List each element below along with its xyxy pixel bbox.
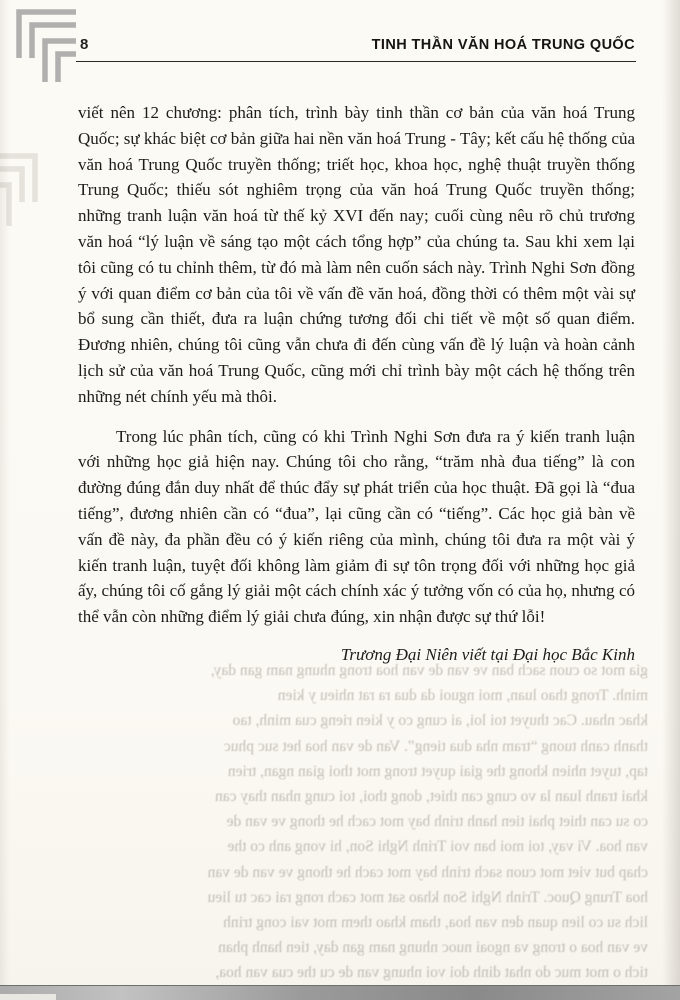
- fret-ornament-icon: [10, 6, 80, 89]
- paragraph: Trong lúc phân tích, cũng có khi Trình Nghi Sơn đưa ra ý kiến tranh luận với những học giả hiện nay. Chúng tôi cho rằng, “trăm nhà đua tiếng” là con đường đúng đắn duy nhất để thúc đẩy sự phát triển của học thuật. Đã gọi là “đua tiếng”, đương nhiên cần có “đua”, lại cũng cần có “tiếng”. Các học giả bàn về vấn đề này, đa phần đều có ý kiến riêng của mình, chúng tôi đưa ra một vài ý kiến tranh luận, tuyệt đối không làm giảm đi sự tôn trọng đối với những học giả ấy, chúng tôi cố gắng lý giải một cách chính xác ý tưởng vốn có của họ, nhưng có thể vẫn còn những điểm lý giải chưa đúng, xin nhận được sự thứ lỗi!: [78, 426, 635, 627]
- showthrough-line: co su can thiet phai tien hanh trinh bay mot cach he thong ve van de: [226, 813, 648, 831]
- body-text-block: [78, 100, 635, 668]
- page-edge-shadow-left: [0, 0, 10, 1000]
- showthrough-line: gia mot so cuon sach ban ve van de van hoa trong nhung nam gan day,: [210, 662, 648, 679]
- showthrough-line: hoa Trung Quoc. Trinh Nghi Son khao sat mot cach rong rai cac tu lieu: [207, 888, 648, 906]
- showthrough-line: tap, tuyet nhien khong the giai quyet trong mot thoi gian ngan, trien: [227, 762, 648, 780]
- paragraph: viết nên 12 chương: phân tích, trình bày tinh thần cơ bản của văn hoá Trung Quốc; sự khác biệt cơ bản giữa hai nền văn hoá Trung - Tây; kết cấu hệ thống của văn hoá Trung Quốc truyền thống; triết học, khoa học, nghệ thuật truyền thống Trung Quốc; thiếu sót nghiêm trọng của văn hoá Trung Quốc truyền thống; những tranh luận văn hoá từ thế kỷ XVI đến nay; cuối cùng nêu rõ chủ trương văn hoá “lý luận về sáng tạo một cách tổng hợp” của chúng ta. Sau khi xem lại tôi cũng có tu chỉnh thêm, từ đó mà làm nên cuốn sách này. Trình Nghi Sơn đồng ý với quan điểm cơ bản của tôi về vấn đề văn hoá, đồng thời có thêm một vài sự bổ sung cần thiết, đưa ra luận chứng tương đối chi tiết về một số quan điểm. Đương nhiên, chúng tôi cũng vẫn chưa đi đến cùng vấn đề lý luận và hoàn cảnh lịch sử của văn hoá Trung Quốc, cũng mới chỉ trình bày một cách hệ thống trên những nét chính yếu mà thôi.: [78, 103, 635, 406]
- showthrough-line: khai tranh luan la vo cung can thiet, dong thoi, toi cung nhan thay can: [214, 788, 648, 806]
- author-signature: Trương Đại Niên viết tại Đại học Bắc Kinh: [340, 644, 635, 664]
- fret-ornament-showthrough-icon: [0, 150, 44, 233]
- showthrough-line: thanh canh tuong “tram nha dua tieng”. Van de van hoa het suc phuc: [223, 737, 648, 755]
- scan-edge-notch: [0, 994, 56, 1000]
- showthrough-line: minh. Trong thao luan, moi nguoi da dua ra rat nhieu y kien: [277, 687, 648, 705]
- showthrough-line: chap but viet mot cuon sach trinh bay mot cach he thong ve van de van: [207, 863, 648, 881]
- page-number: 8: [80, 36, 89, 53]
- running-header-title: TINH THẦN VĂN HOÁ TRUNG QUỐC: [371, 37, 635, 53]
- header-rule: [76, 61, 636, 62]
- showthrough-line: van hoa. Vi vay, toi moi ban voi Trinh Nghi Son, hi vong anh co the: [227, 838, 648, 856]
- showthrough-line: khac nhau. Cac thuyet toi loi, ai cung co y kien rieng cua minh, tao: [232, 712, 648, 730]
- page-edge-shadow-right: [662, 0, 680, 1000]
- showthrough-text-block: [58, 658, 648, 986]
- scan-edge-bottom: [0, 985, 680, 1000]
- showthrough-line: lich su co lien quan den van hoa, tham khao them mot vai cong trinh: [223, 914, 648, 932]
- showthrough-line: ve van hoa o trong va ngoai nuoc nhung nam gan day, tien hanh phan: [218, 939, 648, 957]
- showthrough-line: tich o mot muc do nhat dinh doi voi nhung van de cu the cua van hoa,: [215, 964, 648, 982]
